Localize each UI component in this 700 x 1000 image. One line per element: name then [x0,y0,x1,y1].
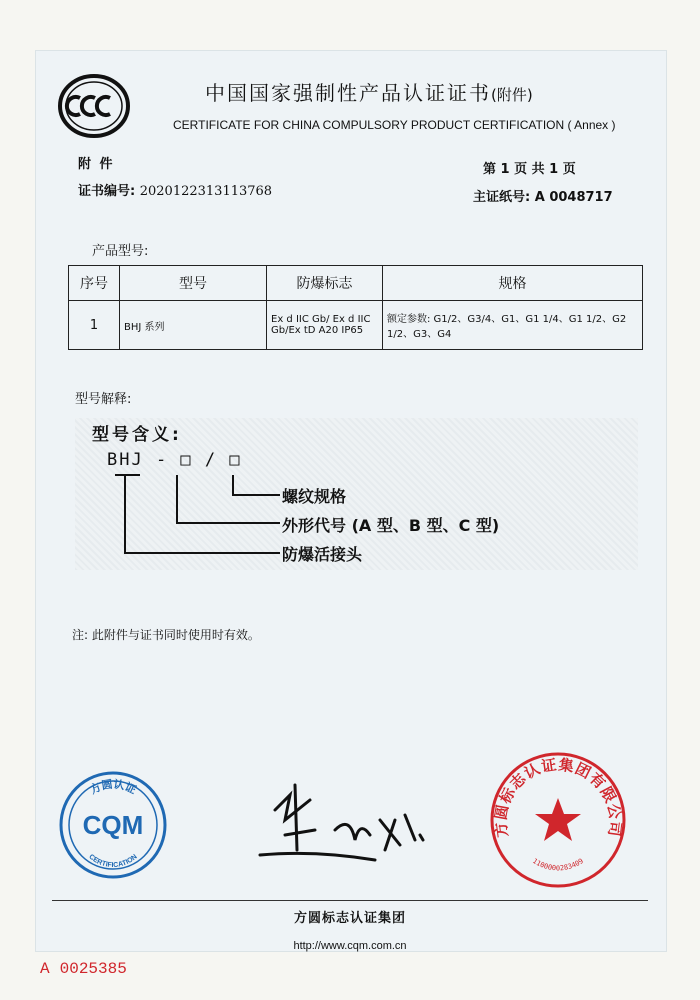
diagram-code: BHJ - □ / □ [107,450,242,470]
cert-no-label: 证书编号: [78,184,136,199]
company-seal-number: 1100000283409 [531,856,585,873]
annex-label: 附 件 [78,157,115,172]
cqm-seal-top-text: 方圆认证 [87,777,139,797]
cell-model: BHJ 系列 [120,301,267,350]
company-seal-text: 方圆标志认证集团有限公司 [491,755,625,839]
table-header-row [69,266,643,301]
model-explain-label: 型号解释: [75,392,132,407]
main-cert-value: A 0048717 [534,190,613,205]
svg-text:1100000283409 [531,857,585,872]
diagram-label-shape: 外形代号 (A 型、B 型、C 型) [282,516,500,535]
diagram-label-joint: 防爆活接头 [282,545,363,564]
title-cn [205,77,533,106]
diagram-title: 型号含义: [92,425,182,445]
cqm-seal-icon [58,770,168,880]
serial-value: 0025385 [59,960,127,978]
header-mark: 防爆标志 [267,266,383,301]
diagram-connector-lines [105,465,285,565]
main-cert-label: 主证纸号: [473,190,531,205]
footer-url: http://www.cqm.com.cn [293,940,407,952]
cert-no-value: 2020122313113768 [139,184,273,199]
svg-text:CERTIFICATION [87,853,138,869]
main-cert-row [473,186,613,205]
footer-org: 方圆标志认证集团 [293,911,406,926]
header-spec: 规格 [383,266,643,301]
company-seal-icon [488,750,628,890]
footer-divider [52,900,648,901]
title-en: CERTIFICATE FOR CHINA COMPULSORY PRODUCT CERTIFICATION ( Annex ) [173,118,616,132]
diagram-label-thread: 螺纹规格 [282,487,347,506]
star-icon [535,798,581,841]
title-cn-main: 中国国家强制性产品认证证书 [205,81,491,105]
validity-note: 注: 此附件与证书同时使用时有效。 [72,628,260,642]
signature-icon [255,780,430,870]
cqm-seal-main-text: CQM [82,810,144,840]
svg-text:方圆认证 [87,777,138,797]
product-model-label: 产品型号: [92,244,149,259]
header-model: 型号 [120,266,267,301]
table-row [69,301,643,350]
cqm-seal-bottom-text: CERTIFICATION [87,853,139,870]
header-no: 序号 [69,266,120,301]
cert-no-row [78,180,272,199]
serial-prefix: A [40,960,50,978]
ccc-logo-icon [58,70,130,142]
serial-number [40,960,127,978]
title-annex: (附件) [491,86,533,104]
page-info: 第 1 页 共 1 页 [483,162,576,177]
cell-spec: 额定参数: G1/2、G3/4、G1、G1 1/4、G1 1/2、G2 1/2、G3、G4 [383,301,643,350]
product-table [68,265,643,350]
cell-mark: Ex d IIC Gb/ Ex d IIC Gb/Ex tD A20 IP65 [267,301,383,350]
cell-no: 1 [69,301,120,350]
